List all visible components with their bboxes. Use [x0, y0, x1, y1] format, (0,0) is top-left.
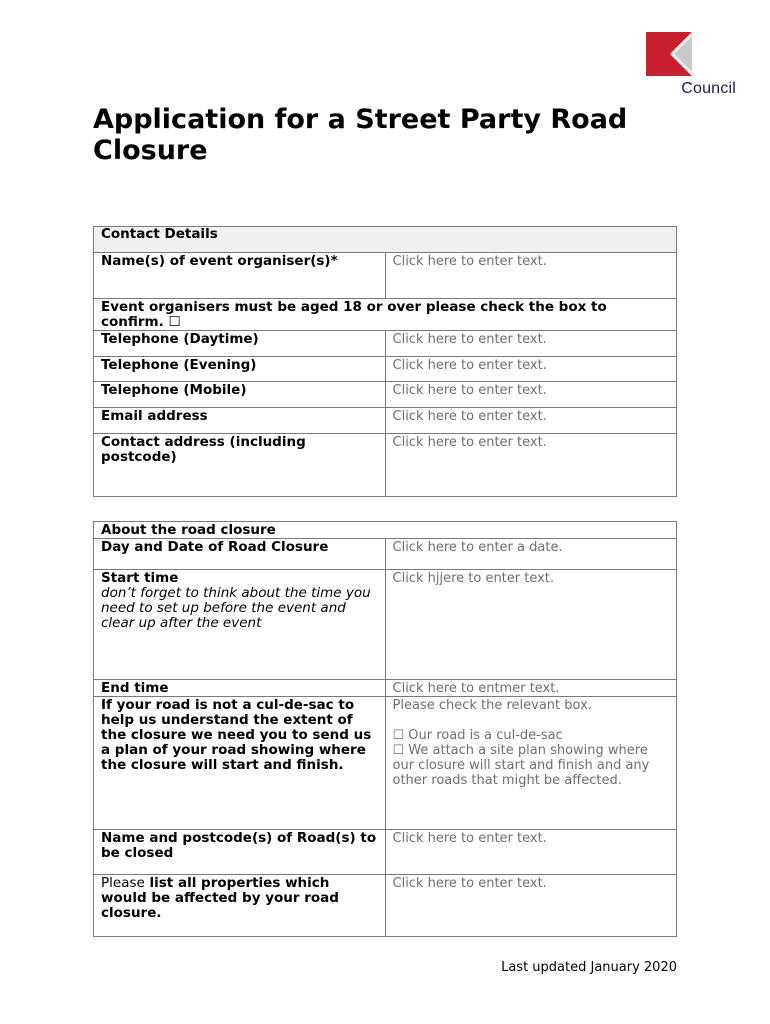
- organiser-names-field[interactable]: Click here to enter text.: [385, 253, 677, 299]
- closure-date-field[interactable]: Click here to enter a date.: [385, 539, 677, 570]
- council-name: Council: [681, 80, 736, 97]
- telephone-daytime-label: Telephone (Daytime): [94, 331, 386, 357]
- closure-extent-options: [385, 697, 677, 830]
- page-title: Application for a Street Party Road Closure: [93, 104, 628, 166]
- closure-extent-intro: Please check the relevant box.: [392, 698, 592, 713]
- affected-properties-prefix: Please: [101, 875, 145, 891]
- start-time-field[interactable]: Click hjjere to enter text.: [385, 570, 677, 680]
- council-logo: [600, 30, 740, 102]
- age-confirmation: [94, 299, 677, 331]
- end-time-label: End time: [94, 680, 386, 697]
- contact-details-table: [93, 226, 677, 497]
- start-time-label: [94, 570, 386, 680]
- telephone-evening-field[interactable]: Click here to enter text.: [385, 357, 677, 382]
- roads-closed-label: Name and postcode(s) of Road(s) to be closed: [94, 830, 386, 875]
- organiser-names-label: Name(s) of event organiser(s)*: [94, 253, 386, 299]
- affected-properties-instruction: list all properties which would be affected by your road closure.: [101, 875, 339, 921]
- age-confirm-checkbox[interactable]: ☐: [168, 314, 181, 330]
- telephone-evening-label: Telephone (Evening): [94, 357, 386, 382]
- affected-properties-label: [94, 875, 386, 937]
- road-closure-table: [93, 521, 677, 937]
- council-logo-icon: [644, 30, 694, 78]
- option-culdesac-checkbox[interactable]: ☐ Our road is a cul-de-sac: [392, 728, 563, 743]
- age-notice: Event organisers must be aged 18 or over please check the box to confirm.: [101, 299, 607, 330]
- affected-properties-field[interactable]: Click here to enter text.: [385, 875, 677, 937]
- closure-date-label: Day and Date of Road Closure: [94, 539, 386, 570]
- road-closure-heading: About the road closure: [94, 522, 677, 539]
- end-time-field[interactable]: Click here to entmer text.: [385, 680, 677, 697]
- email-field[interactable]: Click here to enter text.: [385, 408, 677, 434]
- telephone-daytime-field[interactable]: Click here to enter text.: [385, 331, 677, 357]
- closure-extent-label: If your road is not a cul-de-sac to help us understand the extent of the closure we need you to send us a plan of your road showing where the closure will start and finish.: [94, 697, 386, 830]
- contact-details-heading: Contact Details: [94, 227, 677, 253]
- telephone-mobile-field[interactable]: Click here to enter text.: [385, 382, 677, 408]
- contact-address-label: Contact address (including postcode): [94, 434, 386, 497]
- contact-address-field[interactable]: Click here to enter text.: [385, 434, 677, 497]
- roads-closed-field[interactable]: Click here to enter text.: [385, 830, 677, 875]
- telephone-mobile-label: Telephone (Mobile): [94, 382, 386, 408]
- last-updated: Last updated January 2020: [501, 960, 677, 975]
- email-label: Email address: [94, 408, 386, 434]
- start-time-note: don’t forget to think about the time you need to set up before the event and clear up after the event: [101, 585, 371, 631]
- start-time-title: Start time: [101, 570, 179, 586]
- option-siteplan-checkbox[interactable]: ☐ We attach a site plan showing where our closure will start and finish and any other roads that might be affected.: [392, 743, 650, 788]
